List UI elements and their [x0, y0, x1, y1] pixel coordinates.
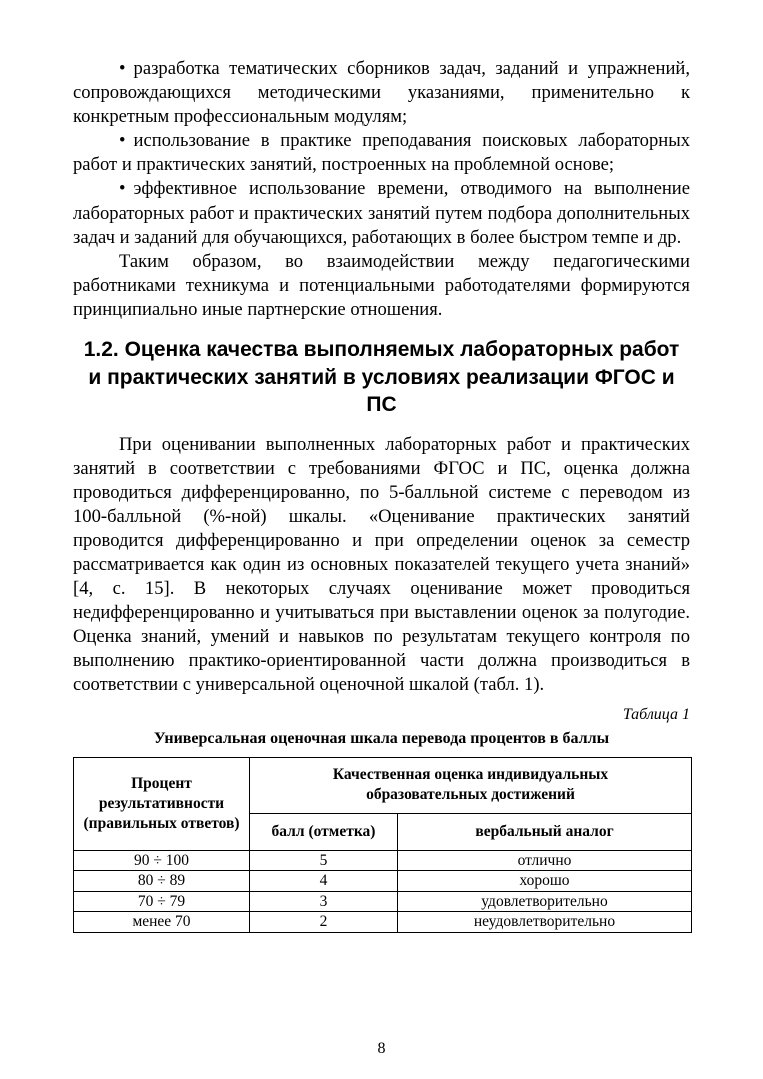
percent-cell: 80 ÷ 89	[74, 871, 250, 892]
paragraph-text: использование в практике преподавания поисковых лабораторных работ и практических занятий, построенных на проблемной основе;	[73, 130, 690, 176]
percent-cell: 70 ÷ 79	[74, 891, 250, 912]
section-paragraph: При оценивании выполненных лабораторных работ и практических занятий в соответствии с требованиями ФГОС и ПС, оценка должна проводиться дифференцированно, по 5-балльной системе с переводом из 100-балльной (%-ной) шкалы. «Оценивание практических занятий проводится дифференцированно и при определении оценок за семестр рассматривается как один из основных показателей текущего учета знаний» [4, с. 15]. В некоторых случаях оценивание может проводиться недифференцированно и учитываться при выставлении оценок за полугодие. Оценка знаний, умений и навыков по результатам текущего контроля по выполнению практико-ориентированной части должна производиться в соответствии с универсальной оценочной шкалой (табл. 1).	[73, 433, 690, 696]
score-cell: 4	[250, 871, 398, 892]
page-number: 8	[377, 1040, 386, 1057]
score-cell: 3	[250, 891, 398, 912]
grading-scale-table	[73, 757, 692, 933]
header-quality: Качественная оценка индивидуальных образовательных достижений	[250, 757, 692, 814]
table-row	[74, 891, 692, 912]
score-cell: 5	[250, 850, 398, 871]
verbal-cell: отлично	[398, 850, 692, 871]
table-row	[74, 912, 692, 933]
table-label: Таблица 1	[622, 705, 690, 723]
bullet-paragraph	[73, 129, 690, 177]
score-cell: 2	[250, 912, 398, 933]
header-score: балл (отметка)	[250, 814, 398, 850]
header-verbal: вербальный аналог	[398, 814, 692, 850]
bullet-icon: •	[119, 178, 126, 200]
bullet-icon: •	[119, 130, 126, 152]
table-title: Универсальная оценочная шкала перевода процентов в баллы	[153, 729, 610, 747]
conclusion-paragraph: Таким образом, во взаимодействии между педагогическими работниками техникума и потенциальными работодателями формируются принципиально иные партнерские отношения.	[73, 250, 690, 320]
bullet-paragraph	[73, 177, 690, 249]
bullet-icon: •	[119, 58, 126, 79]
header-percent: Процент результативности (правильных ответов)	[74, 757, 250, 850]
verbal-cell: удовлетворительно	[398, 891, 692, 912]
paragraph-text: эффективное использование времени, отводимого на выполнение лабораторных работ и практических занятий путем подбора дополнительных задач и заданий для обучающихся, работающих в более быстром темпе и др.	[73, 178, 690, 248]
table-row	[74, 871, 692, 892]
percent-cell: менее 70	[74, 912, 250, 933]
bullet-paragraph	[73, 57, 690, 129]
page-content	[73, 57, 690, 933]
section-heading: 1.2. Оценка качества выполняемых лабораторных работ и практических занятий в условиях реализации ФГОС и ПС	[83, 338, 680, 417]
verbal-cell: хорошо	[398, 871, 692, 892]
paragraph-text: разработка тематических сборников задач, заданий и упражнений, сопровождающихся методическими указаниями, применительно к конкретным профессиональным модулям;	[73, 58, 690, 128]
percent-cell: 90 ÷ 100	[74, 850, 250, 871]
verbal-cell: неудовлетворительно	[398, 912, 692, 933]
table-row	[74, 850, 692, 871]
